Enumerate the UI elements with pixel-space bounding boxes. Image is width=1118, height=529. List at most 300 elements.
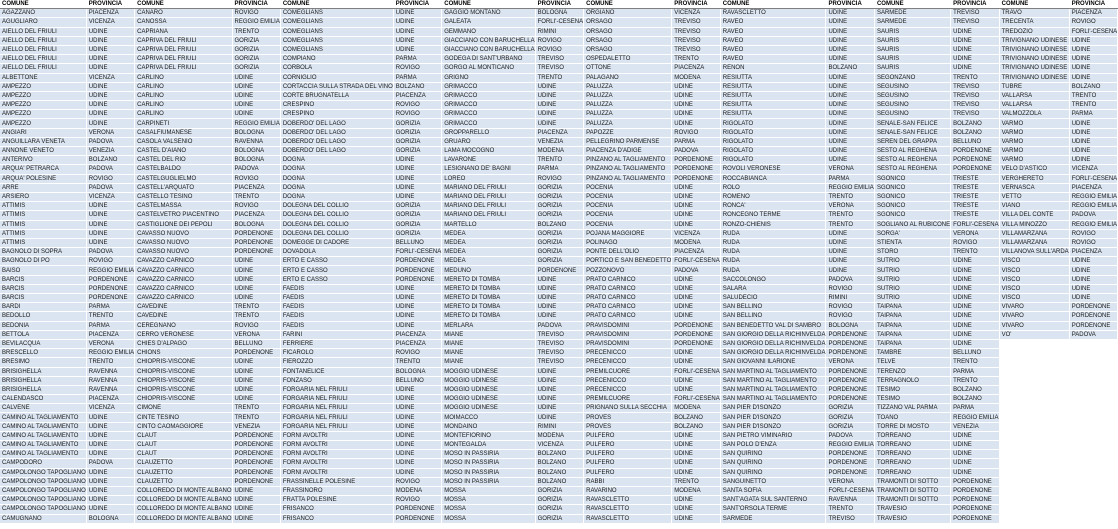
cell-comune[interactable]: SAN PIER D'ISONZO	[720, 404, 826, 413]
cell-provincia[interactable]: PORDENONE	[672, 321, 721, 330]
cell-comune[interactable]: BRISIGHELLA	[0, 376, 86, 385]
cell-provincia[interactable]: UDINE	[86, 505, 134, 514]
cell-provincia[interactable]: BOLOGNA	[232, 128, 280, 137]
cell-comune[interactable]: CALVENE	[0, 404, 86, 413]
cell-provincia[interactable]: TRENTO	[232, 312, 280, 321]
cell-comune[interactable]: TESIMO	[874, 385, 950, 394]
cell-provincia[interactable]: UDINE	[826, 101, 875, 110]
cell-provincia[interactable]: UDINE	[672, 211, 721, 220]
cell-provincia[interactable]: ROVIGO	[826, 312, 875, 321]
cell-comune[interactable]: CAPRIVA DEL FRIULI	[135, 55, 232, 64]
cell-provincia[interactable]: ROVIGO	[951, 238, 1000, 247]
cell-provincia[interactable]: GORIZIA	[535, 514, 584, 523]
cell-comune[interactable]: CARLINO	[135, 73, 232, 82]
cell-comune[interactable]: VIVARO	[999, 312, 1069, 321]
cell-provincia[interactable]: RIMINI	[535, 422, 584, 431]
cell-comune[interactable]: TOANO	[874, 413, 950, 422]
cell-provincia[interactable]: PORDENONE	[951, 514, 1000, 523]
cell-comune[interactable]: CRESPINO	[280, 101, 393, 110]
cell-provincia[interactable]: UDINE	[86, 441, 134, 450]
cell-provincia[interactable]: BOLOGNA	[535, 9, 584, 18]
cell-comune[interactable]: CHIOPRIS-VISCONE	[135, 358, 232, 367]
cell-provincia[interactable]: UDINE	[86, 101, 134, 110]
cell-comune[interactable]: CAVAZZO CARNICO	[135, 266, 232, 275]
cell-provincia[interactable]: TREVISO	[951, 110, 1000, 119]
header-comune[interactable]: COMUNE	[0, 0, 86, 9]
cell-provincia[interactable]: PIACENZA	[393, 91, 442, 100]
cell-provincia[interactable]: UDINE	[393, 165, 442, 174]
cell-comune[interactable]: TRIVIGNANO UDINESE	[999, 64, 1069, 73]
cell-comune[interactable]: TORREANO	[874, 450, 950, 459]
cell-provincia[interactable]: PORDENONE	[1069, 303, 1118, 312]
cell-comune[interactable]: FRATTA POLESINE	[280, 496, 393, 505]
cell-comune[interactable]: SUTRIO	[874, 266, 950, 275]
cell-provincia[interactable]: VICENZA	[86, 192, 134, 201]
cell-provincia[interactable]: TRENTO	[826, 505, 875, 514]
cell-comune[interactable]: RESIUTTA	[720, 73, 826, 82]
cell-comune[interactable]: ROCCABIANCA	[720, 174, 826, 183]
cell-provincia[interactable]: BELLUNO	[951, 137, 1000, 146]
cell-provincia[interactable]: UDINE	[1069, 64, 1118, 73]
cell-provincia[interactable]: TREVISO	[672, 27, 721, 36]
cell-comune[interactable]: CASTELBALDO	[135, 165, 232, 174]
cell-provincia[interactable]: UDINE	[535, 303, 584, 312]
header-comune[interactable]: COMUNE	[999, 0, 1069, 9]
cell-comune[interactable]: CRESPINO	[280, 110, 393, 119]
cell-comune[interactable]: PINZANO AL TAGLIAMENTO	[584, 174, 672, 183]
cell-provincia[interactable]: PORDENONE	[1069, 321, 1118, 330]
cell-provincia[interactable]: PORDENONE	[826, 367, 875, 376]
cell-comune[interactable]: VILLANOVA SULL'ARDA	[999, 248, 1069, 257]
cell-comune[interactable]: RUDA	[720, 257, 826, 266]
cell-provincia[interactable]: UDINE	[393, 156, 442, 165]
cell-provincia[interactable]: UDINE	[86, 119, 134, 128]
cell-comune[interactable]	[999, 450, 1069, 459]
cell-comune[interactable]: CASTELGUGLIELMO	[135, 174, 232, 183]
cell-comune[interactable]: SAN MARTINO AL TAGLIAMENTO	[720, 376, 826, 385]
cell-comune[interactable]: ANGUILLARA VENETA	[0, 137, 86, 146]
cell-comune[interactable]: TAIPANA	[874, 312, 950, 321]
cell-provincia[interactable]: REGGIO EMILIA	[826, 183, 875, 192]
cell-provincia[interactable]: UDINE	[232, 505, 280, 514]
cell-comune[interactable]: POCENIA	[584, 220, 672, 229]
cell-comune[interactable]: CAPRIANA	[135, 27, 232, 36]
cell-provincia[interactable]: GORIZIA	[826, 404, 875, 413]
cell-comune[interactable]: SESTO AL REGHENA	[874, 147, 950, 156]
cell-comune[interactable]: FAEDIS	[280, 284, 393, 293]
cell-provincia[interactable]: UDINE	[393, 174, 442, 183]
cell-comune[interactable]: RUDA	[720, 248, 826, 257]
cell-comune[interactable]: VISCO	[999, 275, 1069, 284]
cell-comune[interactable]: CHIOPRIS-VISCONE	[135, 395, 232, 404]
cell-comune[interactable]: TRAVESIO	[874, 505, 950, 514]
cell-comune[interactable]: SAN GIORGIO DELLA RICHINVELDA	[720, 339, 826, 348]
cell-provincia[interactable]: TREVISO	[535, 358, 584, 367]
cell-provincia[interactable]: VERONA	[826, 202, 875, 211]
cell-provincia[interactable]: UDINE	[86, 64, 134, 73]
cell-provincia[interactable]: UDINE	[826, 119, 875, 128]
cell-comune[interactable]: RIGOLATO	[720, 147, 826, 156]
cell-comune[interactable]: FORGARIA NEL FRIULI	[280, 413, 393, 422]
header-provincia[interactable]: PROVINCIA	[535, 0, 584, 9]
cell-provincia[interactable]: REGGIO EMILIA	[86, 349, 134, 358]
cell-comune[interactable]: FAEDIS	[280, 294, 393, 303]
cell-provincia[interactable]: FORLI'-CESENA	[826, 486, 875, 495]
cell-provincia[interactable]: VERONA	[86, 128, 134, 137]
cell-comune[interactable]	[999, 441, 1069, 450]
cell-provincia[interactable]	[1069, 404, 1118, 413]
cell-provincia[interactable]: UDINE	[826, 147, 875, 156]
cell-provincia[interactable]: TRIESTE	[951, 174, 1000, 183]
cell-provincia[interactable]: UDINE	[1069, 119, 1118, 128]
cell-comune[interactable]: SUTRIO	[874, 284, 950, 293]
cell-comune[interactable]: COMPIANO	[280, 55, 393, 64]
cell-provincia[interactable]: FORLI'-CESENA	[1069, 27, 1118, 36]
cell-comune[interactable]: CAMINO AL TAGLIAMENTO	[0, 441, 86, 450]
cell-comune[interactable]: SEGUSINO	[874, 101, 950, 110]
cell-provincia[interactable]: UDINE	[393, 441, 442, 450]
cell-provincia[interactable]: UDINE	[1069, 147, 1118, 156]
cell-provincia[interactable]: GORIZIA	[535, 229, 584, 238]
cell-comune[interactable]: CLAUZETTO	[135, 468, 232, 477]
cell-provincia[interactable]: RAVENNA	[232, 137, 280, 146]
cell-comune[interactable]: TORREANO	[874, 441, 950, 450]
cell-comune[interactable]	[999, 358, 1069, 367]
cell-provincia[interactable]: GORIZIA	[535, 192, 584, 201]
cell-comune[interactable]: POCENIA	[584, 211, 672, 220]
cell-comune[interactable]: SANT'ORSOLA TERME	[720, 505, 826, 514]
header-provincia[interactable]: PROVINCIA	[393, 0, 442, 9]
cell-provincia[interactable]: UDINE	[826, 82, 875, 91]
cell-provincia[interactable]: PORDENONE	[232, 349, 280, 358]
cell-provincia[interactable]: BOLZANO	[1069, 82, 1118, 91]
cell-comune[interactable]: RUDA	[720, 238, 826, 247]
cell-comune[interactable]: ARQUA' PETRARCA	[0, 165, 86, 174]
cell-comune[interactable]: CAVEDINE	[135, 312, 232, 321]
header-comune[interactable]: COMUNE	[280, 0, 393, 9]
cell-comune[interactable]	[999, 339, 1069, 348]
cell-comune[interactable]: BRISIGHELLA	[0, 385, 86, 394]
cell-provincia[interactable]: UDINE	[393, 459, 442, 468]
cell-provincia[interactable]: GORIZIA	[232, 45, 280, 54]
cell-comune[interactable]	[999, 505, 1069, 514]
cell-comune[interactable]: SEGUSINO	[874, 91, 950, 100]
cell-provincia[interactable]: PARMA	[951, 367, 1000, 376]
cell-provincia[interactable]: PIACENZA	[393, 330, 442, 339]
cell-comune[interactable]: RONCEGNO TERME	[720, 211, 826, 220]
cell-comune[interactable]: CARLINO	[135, 82, 232, 91]
cell-provincia[interactable]: VENEZIA	[86, 147, 134, 156]
cell-provincia[interactable]: UDINE	[232, 395, 280, 404]
cell-provincia[interactable]: REGGIO EMILIA	[826, 441, 875, 450]
cell-provincia[interactable]: UDINE	[826, 248, 875, 257]
cell-provincia[interactable]: PORDENONE	[672, 339, 721, 348]
cell-comune[interactable]: COLLOREDO DI MONTE ALBANO	[135, 496, 232, 505]
cell-comune[interactable]: MERLARA	[442, 321, 535, 330]
cell-provincia[interactable]: UDINE	[951, 284, 1000, 293]
cell-comune[interactable]: TRAMONTI DI SOTTO	[874, 496, 950, 505]
cell-provincia[interactable]: UDINE	[393, 321, 442, 330]
cell-comune[interactable]: PULFERO	[584, 459, 672, 468]
cell-provincia[interactable]	[1069, 496, 1118, 505]
cell-comune[interactable]: SANGUINETTO	[720, 477, 826, 486]
cell-comune[interactable]: ARSIERO	[0, 192, 86, 201]
cell-comune[interactable]: SGONICO	[874, 183, 950, 192]
cell-provincia[interactable]: UDINE	[535, 82, 584, 91]
cell-comune[interactable]: VISCO	[999, 257, 1069, 266]
cell-provincia[interactable]: PADOVA	[86, 165, 134, 174]
cell-provincia[interactable]: UDINE	[393, 413, 442, 422]
cell-provincia[interactable]: TRENTO	[232, 27, 280, 36]
cell-comune[interactable]: LAMA MOCOGNO	[442, 147, 535, 156]
cell-provincia[interactable]: UDINE	[1069, 128, 1118, 137]
cell-provincia[interactable]: TRENTO	[951, 358, 1000, 367]
cell-provincia[interactable]	[1069, 395, 1118, 404]
header-provincia[interactable]: PROVINCIA	[232, 0, 280, 9]
cell-comune[interactable]: BAISO	[0, 266, 86, 275]
cell-comune[interactable]	[999, 459, 1069, 468]
cell-provincia[interactable]: UDINE	[672, 220, 721, 229]
cell-comune[interactable]: PULFERO	[584, 450, 672, 459]
cell-comune[interactable]: TORRE DI MOSTO	[874, 422, 950, 431]
cell-provincia[interactable]: PARMA	[951, 404, 1000, 413]
cell-provincia[interactable]: TRENTO	[672, 55, 721, 64]
cell-provincia[interactable]: GORIZIA	[535, 211, 584, 220]
cell-comune[interactable]: RAVEO	[720, 27, 826, 36]
cell-provincia[interactable]: UDINE	[86, 496, 134, 505]
cell-provincia[interactable]: PORDENONE	[393, 257, 442, 266]
cell-provincia[interactable]	[1069, 376, 1118, 385]
cell-provincia[interactable]: TRENTO	[535, 73, 584, 82]
cell-comune[interactable]: DOVADOLA	[280, 248, 393, 257]
cell-provincia[interactable]: PIACENZA	[86, 330, 134, 339]
cell-comune[interactable]: CAMPOLONGO TAPOGLIANO	[2, 478, 86, 485]
cell-comune[interactable]: MOGGIO UDINESE	[442, 395, 535, 404]
cell-comune[interactable]: VALMOZZOLA	[999, 110, 1069, 119]
cell-provincia[interactable]: UDINE	[232, 385, 280, 394]
cell-provincia[interactable]: UDINE	[393, 192, 442, 201]
cell-comune[interactable]: CORTE BRUGNATELLA	[280, 91, 393, 100]
cell-provincia[interactable]: UDINE	[672, 312, 721, 321]
cell-comune[interactable]: MIANE	[442, 339, 535, 348]
cell-comune[interactable]: TORREANO	[874, 459, 950, 468]
cell-provincia[interactable]: ROVIGO	[1069, 18, 1118, 27]
cell-comune[interactable]: BARCIS	[0, 294, 86, 303]
cell-provincia[interactable]: UDINE	[1069, 156, 1118, 165]
cell-provincia[interactable]: ROVIGO	[393, 64, 442, 73]
header-comune[interactable]: COMUNE	[584, 0, 672, 9]
cell-comune[interactable]: MARTELLO	[442, 220, 535, 229]
cell-comune[interactable]: FONTANELICE	[280, 367, 393, 376]
cell-provincia[interactable]: TRENTO	[826, 211, 875, 220]
cell-comune[interactable]: CAMINO AL TAGLIAMENTO	[0, 413, 86, 422]
cell-provincia[interactable]: PIACENZA	[232, 211, 280, 220]
cell-provincia[interactable]: GORIZIA	[535, 486, 584, 495]
cell-comune[interactable]: RAVASCLETTO	[584, 496, 672, 505]
cell-comune[interactable]: VARMO	[999, 156, 1069, 165]
cell-provincia[interactable]: PORDENONE	[393, 505, 442, 514]
cell-comune[interactable]: RUDA	[720, 266, 826, 275]
cell-comune[interactable]: VILLAMARZANA	[999, 229, 1069, 238]
cell-comune[interactable]: MEDEA	[442, 238, 535, 247]
cell-provincia[interactable]: UDINE	[535, 413, 584, 422]
cell-provincia[interactable]: TREVISO	[951, 18, 1000, 27]
cell-comune[interactable]: PULFERO	[584, 441, 672, 450]
cell-comune[interactable]: TIZZANO VAL PARMA	[874, 404, 950, 413]
cell-provincia[interactable]: ROVIGO	[535, 36, 584, 45]
cell-provincia[interactable]: PIACENZA	[86, 9, 134, 18]
cell-provincia[interactable]: UDINE	[535, 376, 584, 385]
cell-comune[interactable]: ATTIMIS	[0, 229, 86, 238]
cell-provincia[interactable]: UDINE	[86, 413, 134, 422]
cell-comune[interactable]: PALUZZA	[584, 119, 672, 128]
cell-provincia[interactable]: PORDENONE	[535, 266, 584, 275]
cell-provincia[interactable]: UDINE	[951, 468, 1000, 477]
cell-comune[interactable]: CINTO CAOMAGGIORE	[135, 422, 232, 431]
cell-comune[interactable]: AMPEZZO	[0, 82, 86, 91]
cell-provincia[interactable]: UDINE	[951, 441, 1000, 450]
cell-comune[interactable]: AIELLO DEL FRIULI	[0, 36, 86, 45]
cell-comune[interactable]: PRATO CARNICO	[584, 312, 672, 321]
cell-comune[interactable]: PALUZZA	[584, 101, 672, 110]
cell-provincia[interactable]: REGGIO EMILIA	[1069, 192, 1118, 201]
cell-provincia[interactable]: PADOVA	[86, 137, 134, 146]
cell-comune[interactable]: MOIMACCO	[442, 413, 535, 422]
cell-provincia[interactable]: UDINE	[232, 376, 280, 385]
cell-comune[interactable]: CAMPOLONGO TAPOGLIANO	[2, 497, 86, 504]
cell-provincia[interactable]: ROVIGO	[826, 303, 875, 312]
cell-comune[interactable]	[999, 349, 1069, 358]
cell-provincia[interactable]: UDINE	[672, 82, 721, 91]
cell-provincia[interactable]: UDINE	[1069, 137, 1118, 146]
cell-provincia[interactable]: TRENTO	[1069, 91, 1118, 100]
cell-provincia[interactable]: UDINE	[86, 55, 134, 64]
cell-provincia[interactable]: UDINE	[86, 477, 134, 486]
cell-provincia[interactable]: UDINE	[951, 303, 1000, 312]
cell-comune[interactable]: CHIONS	[135, 349, 232, 358]
cell-comune[interactable]: SAN BELLINO	[720, 312, 826, 321]
cell-comune[interactable]: VELO D'ASTICO	[999, 165, 1069, 174]
cell-comune[interactable]: FRISANCO	[280, 505, 393, 514]
cell-comune[interactable]: CAVASSO NUOVO	[135, 238, 232, 247]
cell-provincia[interactable]: TREVISO	[535, 349, 584, 358]
cell-comune[interactable]: GRIMACCO	[442, 82, 535, 91]
cell-comune[interactable]: CLAUT	[135, 431, 232, 440]
cell-provincia[interactable]: UDINE	[672, 284, 721, 293]
cell-comune[interactable]: AMPEZZO	[0, 101, 86, 110]
cell-provincia[interactable]: PORDENONE	[393, 275, 442, 284]
cell-comune[interactable]: RIGOLATO	[720, 156, 826, 165]
cell-provincia[interactable]: PORDENONE	[86, 284, 134, 293]
cell-provincia[interactable]: PORDENONE	[951, 156, 1000, 165]
cell-provincia[interactable]: PORDENONE	[232, 450, 280, 459]
cell-comune[interactable]: SENALE-SAN FELICE	[874, 128, 950, 137]
cell-comune[interactable]: GAGGIO MONTANO	[442, 9, 535, 18]
cell-provincia[interactable]: UDINE	[951, 330, 1000, 339]
cell-provincia[interactable]: PARMA	[535, 165, 584, 174]
cell-provincia[interactable]: UDINE	[535, 119, 584, 128]
cell-comune[interactable]: PROVES	[584, 413, 672, 422]
cell-comune[interactable]: ARRE	[0, 183, 86, 192]
cell-provincia[interactable]: GORIZIA	[535, 202, 584, 211]
cell-comune[interactable]: ROVOLI VERONESE	[720, 165, 826, 174]
cell-provincia[interactable]: GORIZIA	[393, 119, 442, 128]
cell-comune[interactable]	[999, 431, 1069, 440]
cell-comune[interactable]: ERTO E CASSO	[280, 266, 393, 275]
cell-comune[interactable]	[999, 376, 1069, 385]
cell-comune[interactable]: FONZASO	[280, 376, 393, 385]
cell-comune[interactable]: SAURIS	[874, 27, 950, 36]
cell-provincia[interactable]	[1069, 339, 1118, 348]
cell-provincia[interactable]: UDINE	[826, 91, 875, 100]
cell-comune[interactable]: POCENIA	[584, 192, 672, 201]
cell-comune[interactable]: RAVASCLETTO	[584, 505, 672, 514]
cell-comune[interactable]: BAGNOLO DI PO	[0, 257, 86, 266]
cell-comune[interactable]: OTTONE	[584, 64, 672, 73]
cell-provincia[interactable]: BOLZANO	[672, 422, 721, 431]
cell-comune[interactable]: BETTOLA	[0, 330, 86, 339]
cell-comune[interactable]: FAEDIS	[280, 312, 393, 321]
cell-comune[interactable]: SUTRIO	[874, 275, 950, 284]
cell-provincia[interactable]: BELLUNO	[393, 376, 442, 385]
cell-comune[interactable]: LESIGNANO DE' BAGNI	[442, 165, 535, 174]
cell-provincia[interactable]: UDINE	[86, 229, 134, 238]
cell-comune[interactable]: AIELLO DEL FRIULI	[0, 27, 86, 36]
cell-comune[interactable]: BRESCELLO	[0, 349, 86, 358]
cell-provincia[interactable]: UDINE	[951, 459, 1000, 468]
cell-comune[interactable]: CANARO	[135, 9, 232, 18]
cell-provincia[interactable]: UDINE	[1069, 266, 1118, 275]
cell-provincia[interactable]: PORDENONE	[826, 376, 875, 385]
cell-comune[interactable]: RAVASCLETTO	[720, 9, 826, 18]
cell-provincia[interactable]: UDINE	[826, 257, 875, 266]
cell-comune[interactable]: BEDOLLO	[0, 312, 86, 321]
header-comune[interactable]: COMUNE	[442, 0, 535, 9]
cell-provincia[interactable]: UDINE	[672, 110, 721, 119]
cell-provincia[interactable]: PIACENZA	[672, 64, 721, 73]
cell-comune[interactable]: CASTELL'ARQUATO	[135, 183, 232, 192]
cell-provincia[interactable]	[1069, 505, 1118, 514]
cell-provincia[interactable]	[1069, 468, 1118, 477]
cell-comune[interactable]	[999, 422, 1069, 431]
cell-provincia[interactable]: UDINE	[393, 450, 442, 459]
cell-provincia[interactable]: TREVISO	[672, 45, 721, 54]
cell-provincia[interactable]: GORIZIA	[535, 257, 584, 266]
cell-comune[interactable]: TAIPANA	[874, 330, 950, 339]
cell-provincia[interactable]: UDINE	[951, 450, 1000, 459]
cell-provincia[interactable]: PIACENZA	[393, 339, 442, 348]
cell-comune[interactable]: RAVEO	[720, 55, 826, 64]
cell-comune[interactable]: TORREANO	[874, 431, 950, 440]
cell-comune[interactable]: TERRAGNOLO	[874, 376, 950, 385]
cell-provincia[interactable]: UDINE	[951, 321, 1000, 330]
cell-provincia[interactable]: PORDENONE	[232, 441, 280, 450]
cell-provincia[interactable]: TRENTO	[951, 248, 1000, 257]
cell-provincia[interactable]: BELLUNO	[232, 339, 280, 348]
cell-provincia[interactable]: PORDENONE	[826, 339, 875, 348]
cell-comune[interactable]: STORO	[874, 248, 950, 257]
cell-comune[interactable]: GORGO AL MONTICANO	[442, 64, 535, 73]
cell-comune[interactable]: CORBOLA	[280, 64, 393, 73]
cell-comune[interactable]: DOLEGNA DEL COLLIO	[280, 202, 393, 211]
cell-provincia[interactable]: UDINE	[951, 431, 1000, 440]
cell-comune[interactable]: MOSO IN PASSIRIA	[442, 468, 535, 477]
cell-provincia[interactable]: VICENZA	[1069, 165, 1118, 174]
cell-comune[interactable]: DOLEGNA DEL COLLIO	[280, 229, 393, 238]
cell-provincia[interactable]: TRIESTE	[951, 202, 1000, 211]
cell-provincia[interactable]: ROVIGO	[86, 174, 134, 183]
cell-provincia[interactable]: PORDENONE	[826, 459, 875, 468]
